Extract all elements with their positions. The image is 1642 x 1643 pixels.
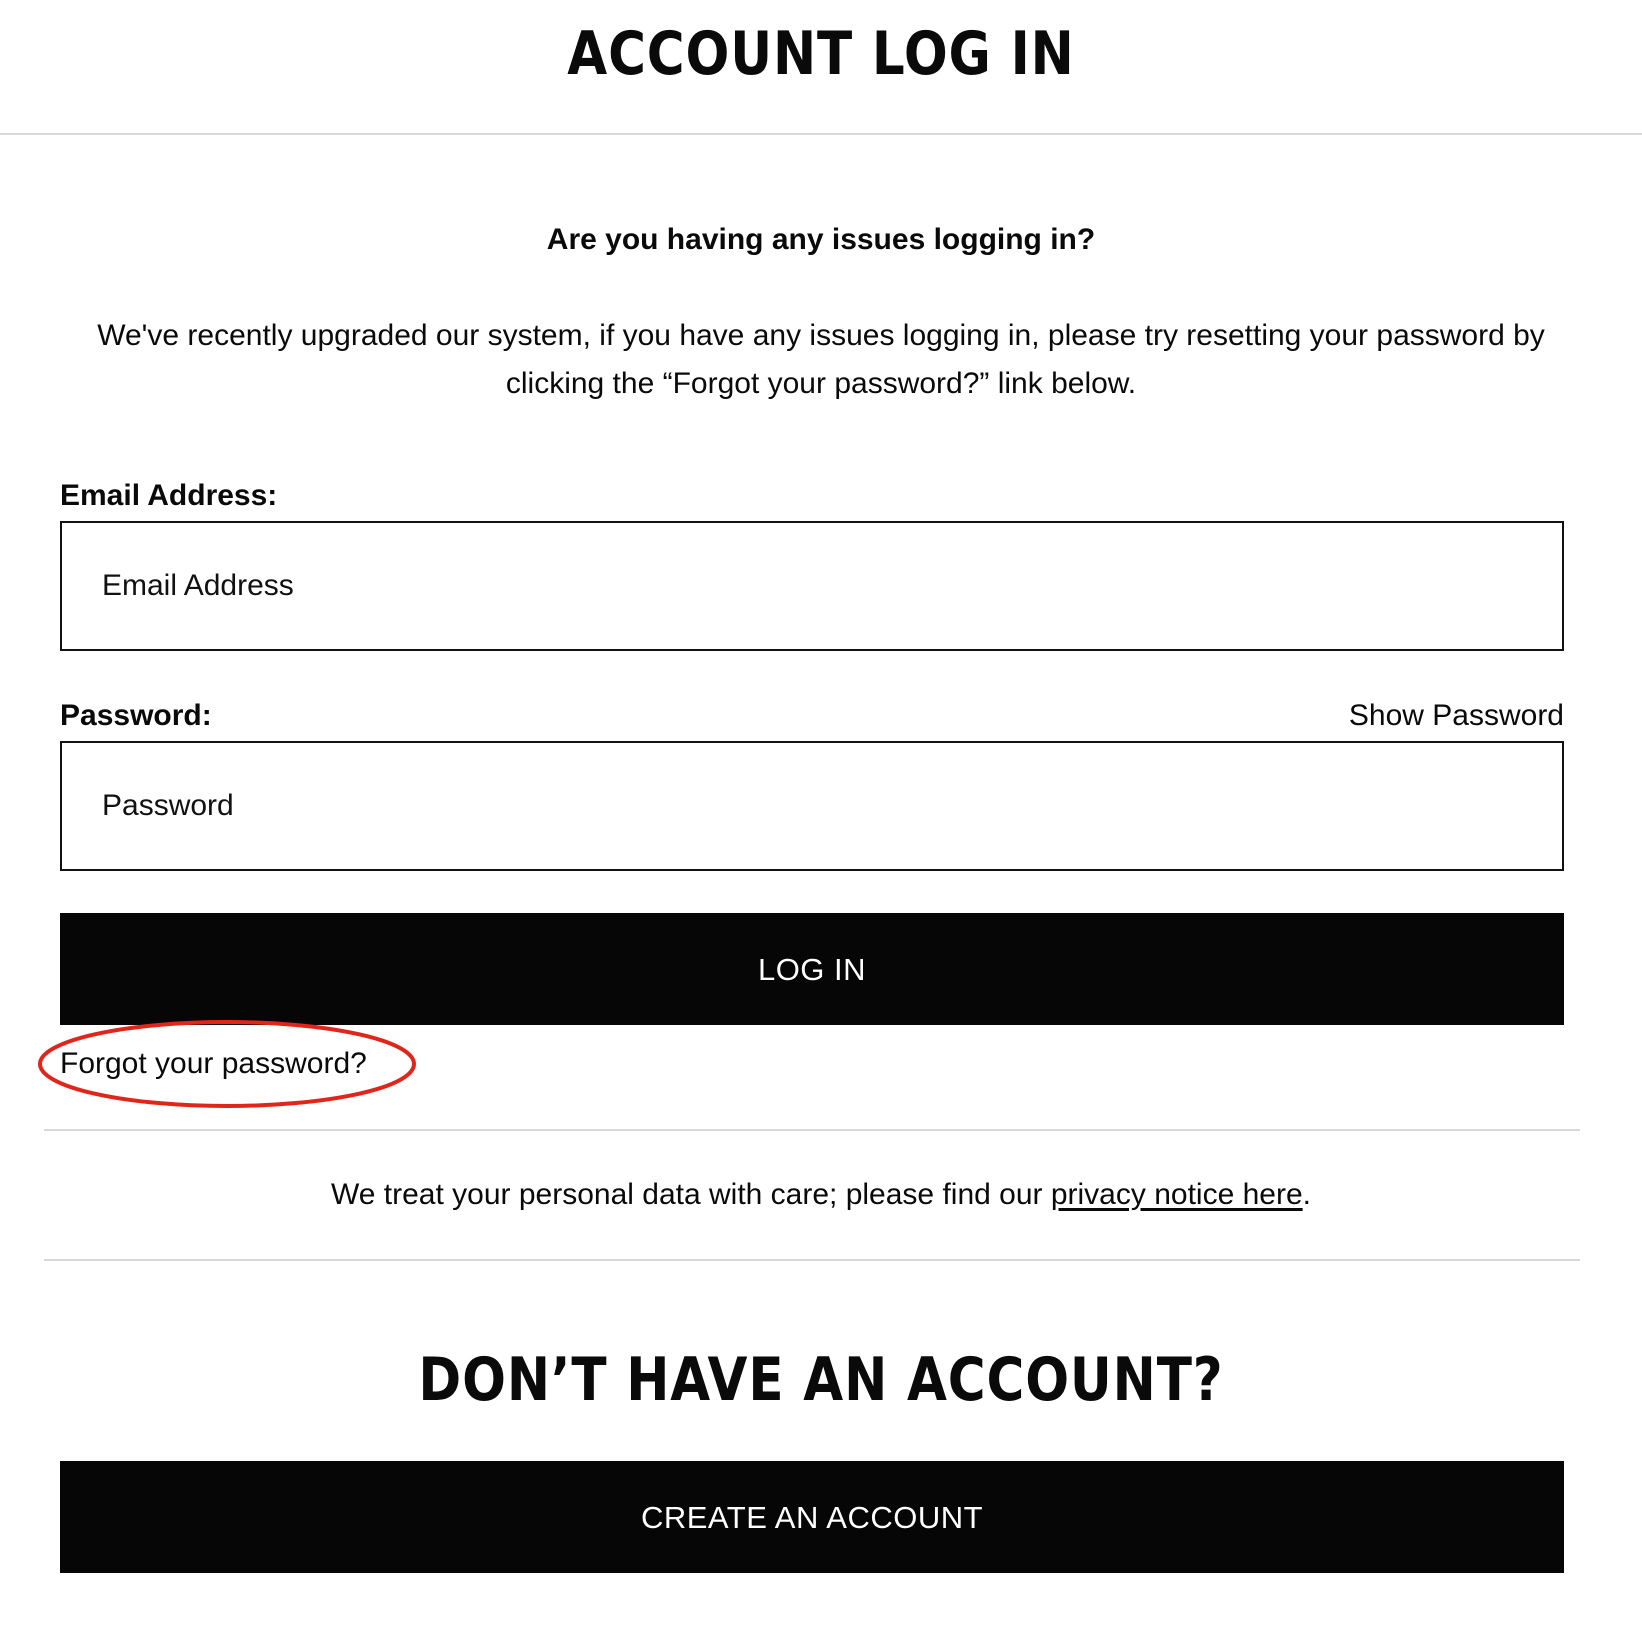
notice-body: We've recently upgraded our system, if you have any issues logging in, please try resetting your password by clicking the “Forgot your password?” link below. — [97, 319, 1545, 400]
login-button[interactable]: LOG IN — [60, 913, 1564, 1025]
create-account-button[interactable]: CREATE AN ACCOUNT — [60, 1461, 1564, 1573]
show-password-toggle[interactable]: Show Password — [1348, 699, 1564, 732]
divider — [44, 1129, 1580, 1131]
privacy-text-end: . — [1302, 1178, 1311, 1211]
password-input[interactable] — [60, 741, 1564, 871]
signup-heading: DON’T HAVE AN ACCOUNT? — [418, 1345, 1224, 1415]
password-label: Password: — [60, 699, 212, 732]
email-input[interactable] — [60, 521, 1564, 651]
privacy-notice — [0, 1175, 1642, 1215]
divider — [44, 1259, 1580, 1261]
privacy-notice-link[interactable]: privacy notice here — [1050, 1178, 1303, 1211]
page-header — [0, 0, 1642, 135]
privacy-text: We treat your personal data with care; please find our — [331, 1178, 1051, 1211]
page-title: ACCOUNT LOG IN — [567, 19, 1075, 89]
email-label: Email Address: — [60, 479, 278, 512]
forgot-password-link[interactable]: Forgot your password? — [60, 1047, 367, 1080]
notice-heading: Are you having any issues logging in? — [546, 223, 1096, 256]
